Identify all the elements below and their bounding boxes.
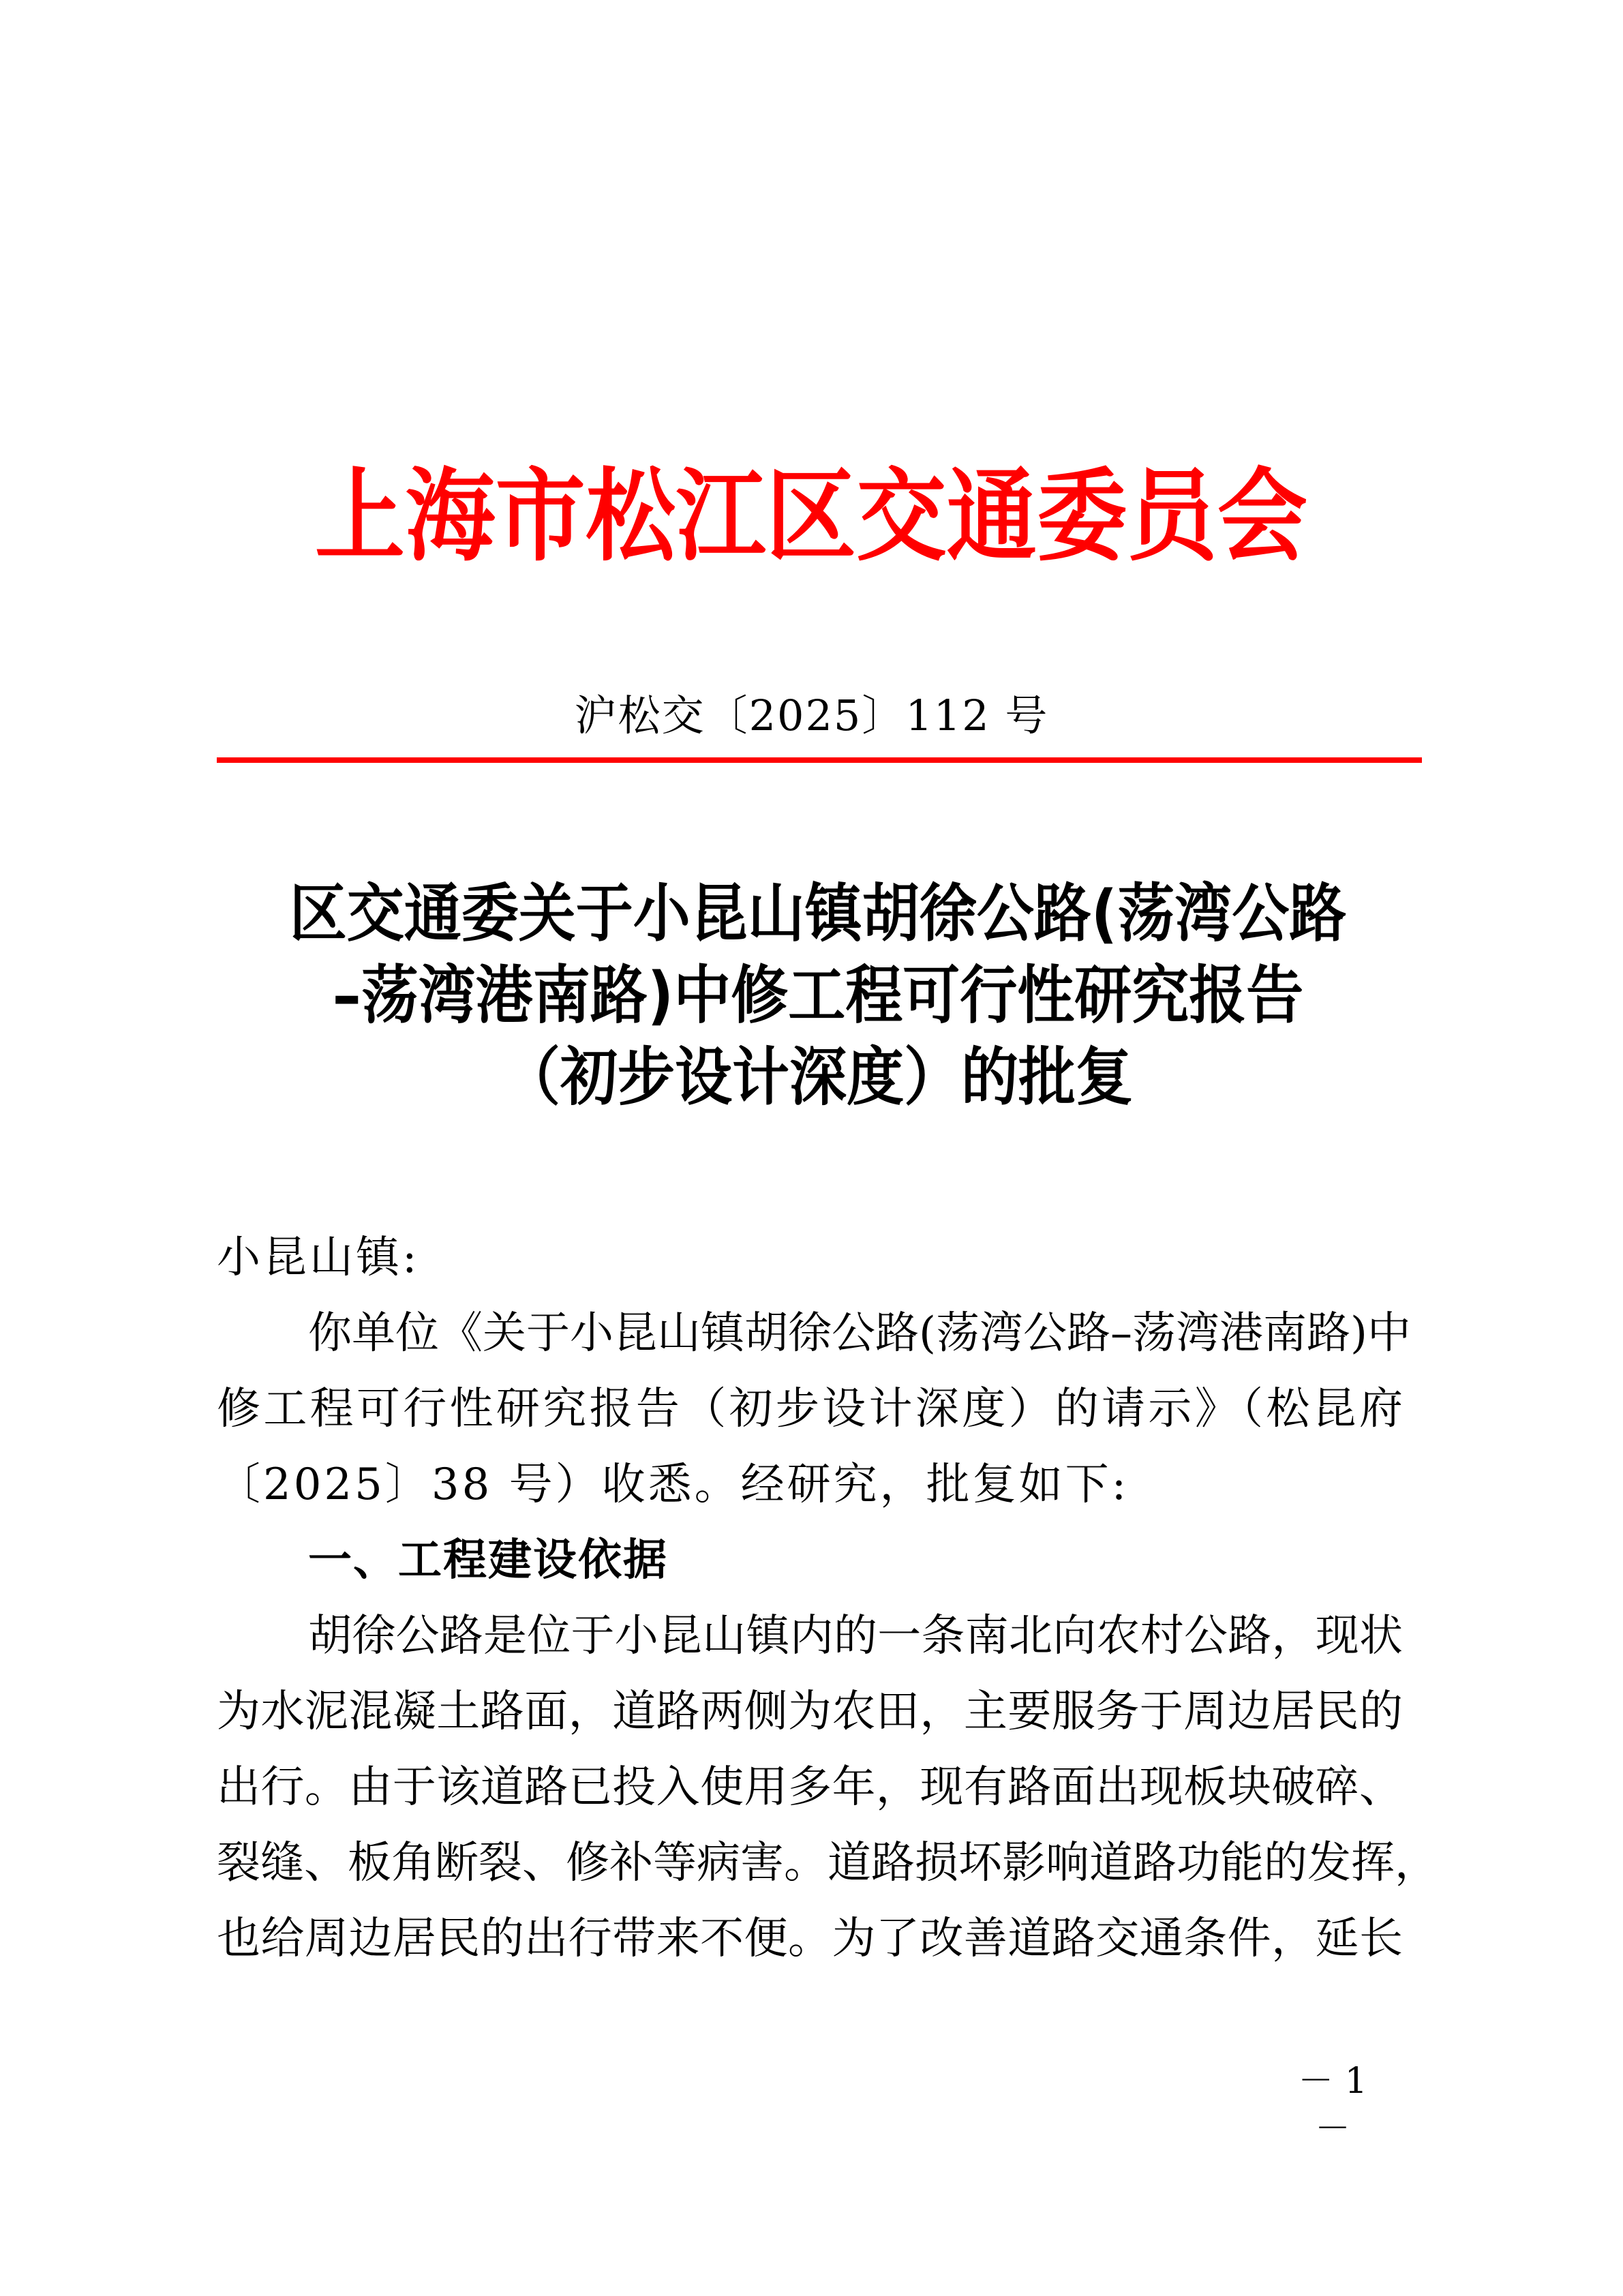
addressee: 小昆山镇: (217, 1233, 420, 1283)
issuing-organization-header (315, 455, 1307, 578)
paragraph-line: 〔2025〕38 号）收悉。经研究，批复如下: (217, 1460, 1129, 1510)
header-char: 市 (495, 457, 586, 576)
page-number: － 1 － (1298, 2061, 1367, 2149)
document-body (217, 1220, 1438, 1977)
document-title (204, 873, 1431, 1118)
section-heading: 一、工程建设依据 (308, 1535, 668, 1586)
paragraph-line: 你单位《关于小昆山镇胡徐公路(荡湾公路–荡湾港南路)中 (308, 1308, 1411, 1359)
header-char: 上 (315, 457, 405, 576)
document-number: 沪松交〔2025〕112 号 (574, 691, 1049, 740)
header-char: 海 (405, 457, 496, 576)
paragraph-line: 也给周边居民的出行带来不便。为了改善道路交通条件，延长 (217, 1914, 1403, 1964)
paragraph-line: 修工程可行性研究报告（初步设计深度）的请示》（松昆府 (217, 1384, 1403, 1434)
header-char: 交 (856, 457, 947, 576)
title-line: –荡湾港南路)中修工程可行性研究报告 (332, 958, 1304, 1032)
red-separator-rule (217, 757, 1422, 763)
paragraph-line: 为水泥混凝土路面，道路两侧为农田，主要服务于周边居民的 (217, 1687, 1403, 1737)
header-char: 区 (765, 457, 856, 576)
header-char: 江 (676, 457, 766, 576)
paragraph-line: 裂缝、板角断裂、修补等病害。道路损坏影响道路功能的发挥， (217, 1838, 1438, 1888)
header-char: 松 (586, 457, 676, 576)
title-line: 区交通委关于小昆山镇胡徐公路(荡湾公路 (289, 877, 1347, 950)
header-char: 会 (1217, 457, 1307, 576)
header-char: 通 (946, 457, 1037, 576)
paragraph-line: 出行。由于该道路已投入使用多年，现有路面出现板块破碎、 (217, 1762, 1403, 1813)
header-char: 委 (1037, 457, 1127, 576)
title-line: （初步设计深度）的批复 (502, 1040, 1133, 1114)
paragraph-line: 胡徐公路是位于小昆山镇内的一条南北向农村公路，现状 (308, 1611, 1403, 1661)
header-char: 员 (1127, 457, 1217, 576)
